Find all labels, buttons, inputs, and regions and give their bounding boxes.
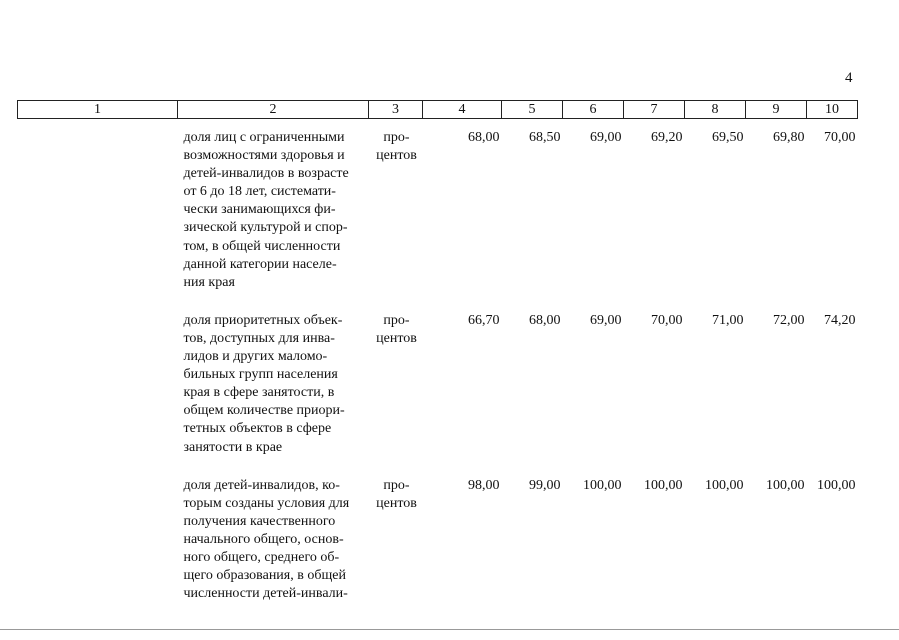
column-number-row [18, 101, 858, 119]
value-cell: 70,00 [651, 312, 683, 328]
column-header: 10 [807, 101, 858, 119]
indicator-table [17, 100, 858, 613]
empty-cell [18, 467, 178, 614]
column-header: 3 [369, 101, 423, 119]
empty-cell [18, 119, 178, 302]
value-cell: 72,00 [773, 312, 805, 328]
table-row [18, 119, 858, 302]
value-cell: 69,00 [590, 312, 622, 328]
value-cell: 100,00 [817, 477, 856, 493]
value-cell: 100,00 [644, 477, 683, 493]
unit-cell: про- центов [376, 130, 417, 164]
column-header: 5 [502, 101, 563, 119]
indicator-description: доля приоритетных объек- тов, доступных для инва- лидов и других маломо- бильных групп населения края в сфере занятости, в общем количестве приори- тетных объектов в сфере занятости в крае [183, 312, 345, 455]
value-cell: 100,00 [705, 477, 744, 493]
indicator-description: доля лиц с ограниченными возможностями здоровья и детей-инвалидов в возрасте от 6 до 18 лет, системати- чески занимающихся фи- зической культурой и спор- том, в общей численности данной категории населе- ния края [183, 130, 349, 290]
column-header: 2 [178, 101, 369, 119]
value-cell: 69,80 [773, 130, 805, 145]
column-header: 1 [18, 101, 178, 119]
value-cell: 68,00 [529, 312, 561, 328]
table-row [18, 467, 858, 614]
value-cell: 69,00 [590, 130, 622, 145]
column-header: 4 [423, 101, 502, 119]
value-cell: 98,00 [468, 477, 500, 493]
empty-cell [18, 302, 178, 467]
value-cell: 66,70 [468, 312, 500, 328]
value-cell: 70,00 [824, 130, 856, 145]
value-cell: 100,00 [583, 477, 622, 493]
column-header: 8 [685, 101, 746, 119]
value-cell: 68,00 [468, 130, 500, 145]
value-cell: 69,50 [712, 130, 744, 145]
scan-edge-line [0, 629, 899, 630]
table-row [18, 302, 858, 467]
unit-cell: про- центов [376, 477, 417, 511]
unit-cell: про- центов [376, 312, 417, 346]
value-cell: 68,50 [529, 130, 561, 145]
column-header: 6 [563, 101, 624, 119]
column-header: 9 [746, 101, 807, 119]
page-number: 4 [845, 70, 853, 86]
value-cell: 100,00 [766, 477, 805, 493]
indicator-description: доля детей-инвалидов, ко- торым созданы условия для получения качественного начального общего, основ- ного общего, среднего об- щего образования, в общей численности детей-инвали- [183, 477, 350, 602]
value-cell: 71,00 [712, 312, 744, 328]
value-cell: 99,00 [529, 477, 561, 493]
value-cell: 74,20 [824, 312, 856, 328]
column-header: 7 [624, 101, 685, 119]
value-cell: 69,20 [651, 130, 683, 145]
